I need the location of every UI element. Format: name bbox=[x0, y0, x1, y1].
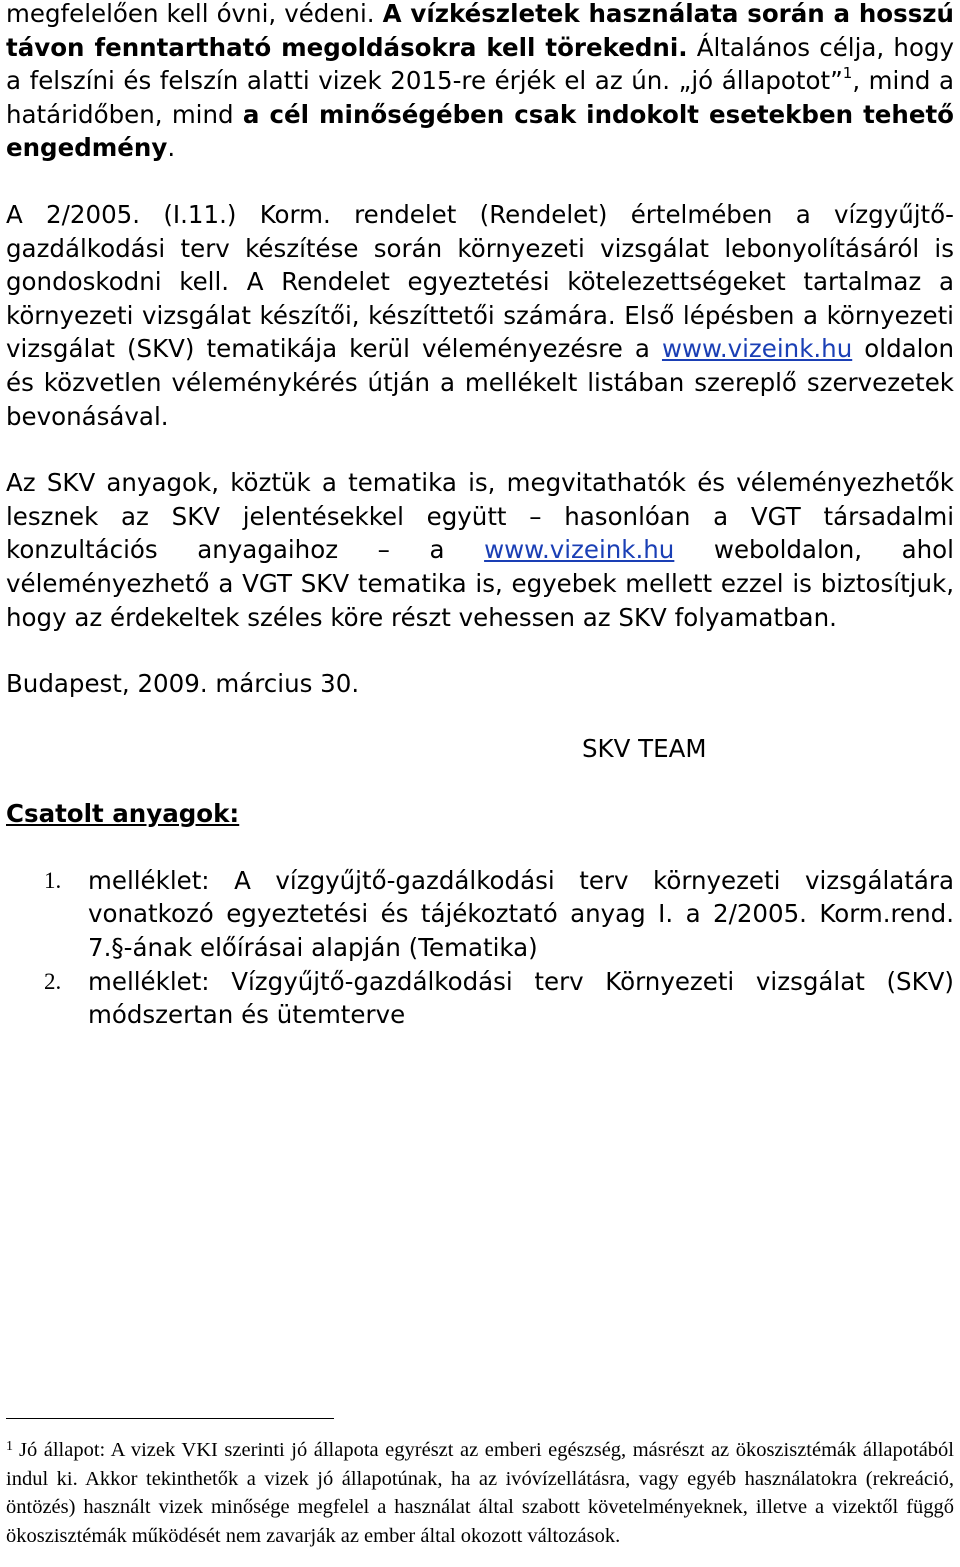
attachments-title: Csatolt anyagok: bbox=[6, 799, 240, 829]
paragraph1-text-a: megfelelően kell óvni, védeni. bbox=[6, 0, 383, 28]
paragraph2-text-a: A 2/2005. (I.11.) Korm. rendelet (Rendelet) értelmében a vízgyűjtő-gazdálkodási terv készítése során környezeti vizsgálat lebonyolításáról is gondoskodni kell. A Rendelet egyeztetési kötelezettségeket tartalmaz a környezeti vizsgálat készítői, készíttetői számára. Első lépésben a környezeti vizsgálat (SKV) tematikája kerül véleményezésre a bbox=[6, 199, 954, 364]
footnote-text: Jó állapot: A vizek VKI szerinti jó állapota egyrészt az emberi egészség, másrészt az ökoszisztémák állapotából indul ki. Akkor tekinthetők a vizek jó állapotúnak, ha az ivóvízellátásra, vagy egyéb használatokra (rekreáció, öntözés) használt vizek minősége megfelel a használat által szabott követelményeknek, illetve a vizektől függő ökoszisztémák működését nem zavarják az ember által okozott változások. bbox=[6, 1439, 954, 1547]
attachment-item bbox=[6, 965, 954, 1032]
attachment-number: 2. bbox=[44, 968, 62, 994]
signature: SKV TEAM bbox=[582, 733, 707, 763]
paragraph1-bold-b: a cél minőségében csak indokolt esetekben tehető engedmény bbox=[6, 99, 954, 163]
paragraph1-text-b: Általános célja, hogy a felszíni és felszín alatti vizek 2015-re érjék el az ún. „jó állapotot” bbox=[6, 32, 954, 96]
footnote-reference[interactable]: 1 bbox=[842, 64, 853, 83]
vizeink-link[interactable]: www.vizeink.hu bbox=[484, 535, 675, 565]
paragraph1-text-c: , mind a határidőben, mind bbox=[6, 66, 954, 129]
vizeink-link[interactable]: www.vizeink.hu bbox=[661, 334, 853, 364]
paragraph-water-management bbox=[6, 0, 954, 165]
attachment-number: 1. bbox=[44, 867, 62, 893]
paragraph1-text-d: . bbox=[167, 133, 176, 163]
footnote-separator bbox=[6, 1418, 334, 1419]
footnote-mark: 1 bbox=[6, 1439, 13, 1454]
paragraph2-text-b: oldalon és közvetlen véleménykérés útján a mellékelt listában szereplő szervezetek bevonásával. bbox=[6, 334, 954, 431]
document-page bbox=[6, 0, 954, 1032]
attachments-list bbox=[6, 864, 954, 1032]
attachment-text: melléklet: A vízgyűjtő-gazdálkodási terv környezeti vizsgálatára vonatkozó egyeztetési és tájékoztató anyag I. a 2/2005. Korm.rend. 7.§-ának előírásai alapján (Tematika) bbox=[88, 865, 954, 963]
document-date: Budapest, 2009. március 30. bbox=[6, 669, 360, 699]
paragraph-regulation bbox=[6, 198, 954, 433]
footnote bbox=[6, 1436, 954, 1550]
paragraph3-text-b: weboldalon, ahol véleményezhető a VGT SKV tematika is, egyebek mellett ezzel is biztosítjuk, hogy az érdekeltek széles köre részt vehessen az SKV folyamatban. bbox=[6, 535, 954, 632]
attachment-text: melléklet: Vízgyűjtő-gazdálkodási terv Környezeti vizsgálat (SKV) módszertan és ütemterve bbox=[88, 966, 954, 1030]
attachment-item bbox=[6, 864, 954, 965]
paragraph3-text-a: Az SKV anyagok, köztük a tematika is, megvitathatók és véleményezhetők lesznek az SKV jelentésekkel együtt – hasonlóan a VGT társadalmi konzultációs anyagaihoz – a bbox=[6, 468, 954, 565]
paragraph-consultation bbox=[6, 466, 954, 634]
paragraph1-bold-a: A vízkészletek használata során a hosszú távon fenntartható megoldásokra kell törekedni. bbox=[6, 0, 954, 62]
